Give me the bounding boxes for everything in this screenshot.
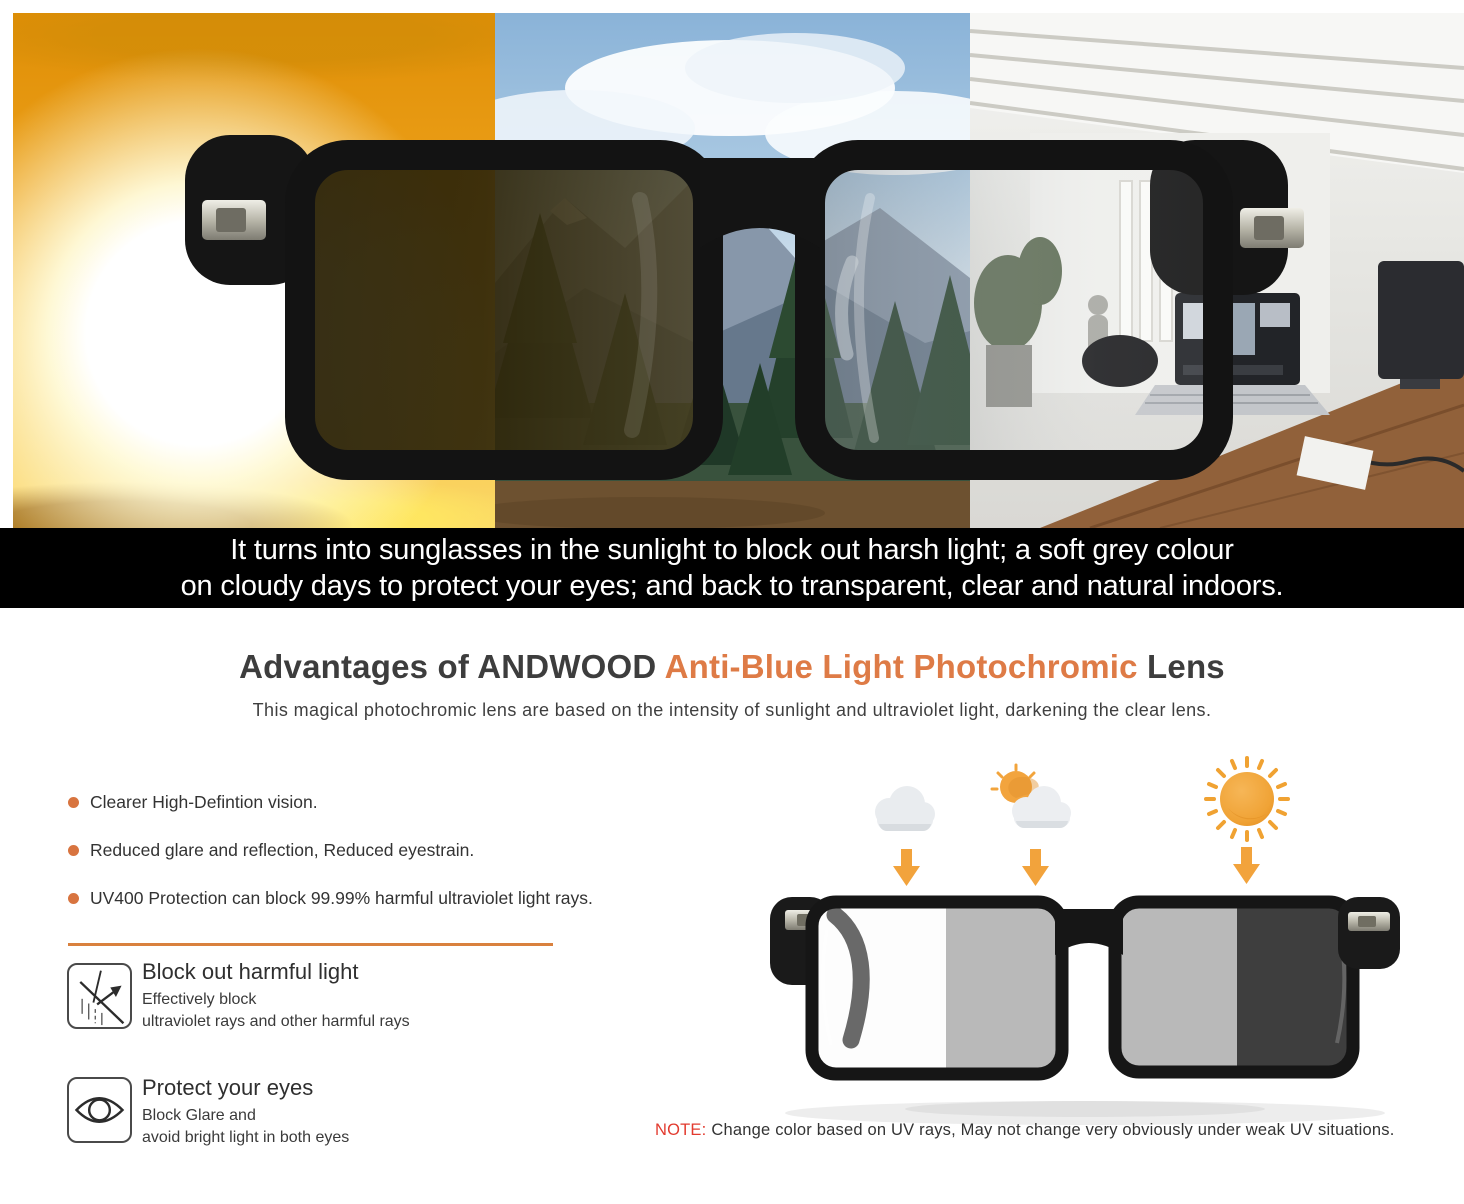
down-arrow-icon	[1233, 847, 1260, 884]
section-title	[0, 648, 1464, 686]
left-lens-dark	[300, 155, 708, 465]
title-highlight: Anti-Blue Light Photochromic	[664, 648, 1138, 685]
section-subtitle: This magical photochromic lens are based on the intensity of sunlight and ultraviolet light, darkening the clear lens.	[252, 700, 1212, 720]
right-lens-clear	[810, 155, 1218, 465]
note-label: NOTE:	[655, 1121, 707, 1139]
note-body: Change color based on UV rays, May not change very obviously under weak UV situations.	[711, 1121, 1395, 1139]
caption-line2: on cloudy days to protect your eyes; and back to transparent, clear and natural indoors.	[180, 570, 1284, 602]
feature-line: Block Glare and	[142, 1107, 256, 1124]
eye-icon	[67, 1077, 132, 1143]
down-arrow-icon	[1022, 849, 1049, 886]
feature-title: Protect your eyes	[142, 1075, 314, 1100]
bullet-text: Reduced glare and reflection, Reduced eyestrain.	[90, 840, 475, 860]
feature-block	[142, 958, 410, 1033]
title-prefix: Advantages of ANDWOOD	[239, 648, 665, 685]
note-text	[655, 1121, 1394, 1140]
feature-title: Block out harmful light	[142, 959, 359, 984]
caption-line1: It turns into sunglasses in the sunlight to block out harsh light; a soft grey colour	[230, 534, 1234, 566]
eye-glyph	[69, 1079, 130, 1141]
feature-line: avoid bright light in both eyes	[142, 1129, 350, 1146]
bullet-text: Clearer High-Defintion vision.	[90, 792, 318, 812]
bullet-item	[68, 792, 318, 813]
bridge	[700, 158, 820, 248]
sun-icon	[1204, 756, 1290, 842]
bullet-item	[68, 840, 474, 861]
orange-divider	[68, 943, 553, 946]
cloud-icon	[865, 778, 945, 838]
blocked-rays-icon	[67, 963, 132, 1029]
sun-behind-cloud-icon	[988, 763, 1080, 837]
bullet-text: UV400 Protection can block 99.99% harmful ultraviolet light rays.	[90, 888, 593, 908]
bridge	[1055, 909, 1123, 955]
bullet-dot-icon	[68, 797, 79, 808]
right-temple	[1338, 897, 1400, 969]
feature-line: Effectively block	[142, 991, 257, 1008]
bullet-item	[68, 888, 593, 909]
right-lens	[1115, 902, 1353, 1072]
left-lens	[812, 902, 1062, 1074]
down-arrow-icon	[893, 849, 920, 886]
blocked-rays-glyph	[69, 965, 130, 1027]
feature-line: ultraviolet rays and other harmful rays	[142, 1013, 410, 1030]
bullet-dot-icon	[68, 893, 79, 904]
photochromic-glasses-hero	[0, 0, 1464, 528]
photochromic-glasses-demo	[755, 885, 1455, 1130]
hero-montage	[0, 0, 1464, 528]
bullet-dot-icon	[68, 845, 79, 856]
caption-bar	[0, 528, 1464, 608]
title-suffix: Lens	[1137, 648, 1225, 685]
feature-block	[142, 1074, 349, 1149]
